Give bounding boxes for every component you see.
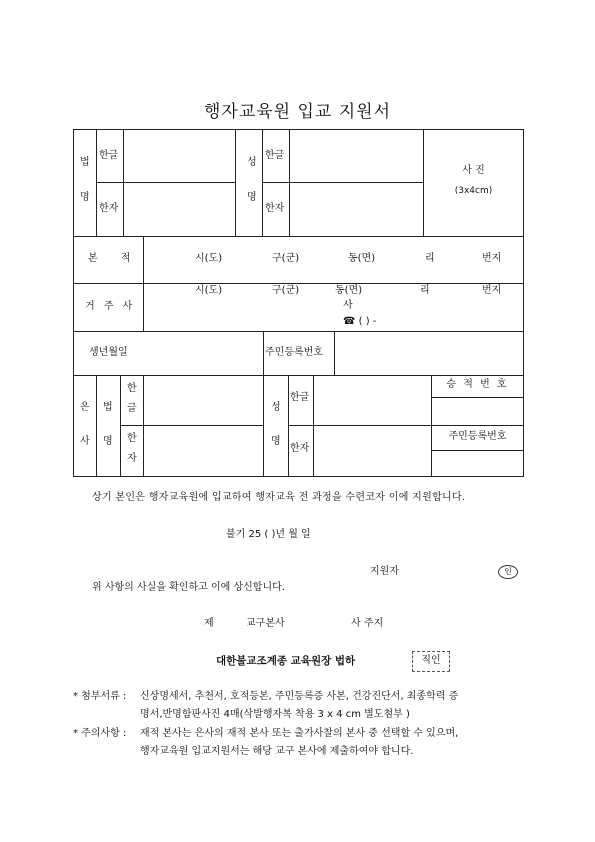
eunsa-myeong-label: 명 <box>271 436 281 447</box>
seong-label-2: 명 <box>247 192 257 203</box>
attachments-label: * 첨부서류 : <box>73 691 127 702</box>
residence-si: 시(도) <box>195 285 223 296</box>
form-title: 행자교육원 입교 지원서 <box>203 102 392 122</box>
han-label-2: 한 <box>127 433 137 444</box>
statement: 상기 본인은 행자교육원에 입교하여 행자교육 전 과정을 수련코자 이에 지원합니다. <box>92 492 466 503</box>
eunsa-hanja-label: 한자 <box>290 443 310 454</box>
cautions-label: * 주의사항 : <box>73 728 127 739</box>
cautions-line-2: 행자교육원 입교지원서는 해당 교구 본사에 제출하여야 합니다. <box>140 746 414 757</box>
official-seal: 직인 <box>412 651 450 672</box>
resident-no-label-2: 주민등록번호 <box>448 431 507 442</box>
seungjeok-label: 승 적 번 호 <box>446 379 509 390</box>
eunsa-label-1: 은 <box>80 402 90 413</box>
bonjeok-ri: 리 <box>425 253 435 264</box>
han-label-1: 한 <box>127 383 137 394</box>
name-hanja-label: 한자 <box>265 203 285 214</box>
addressee: 대한불교조계종 교육원장 법하 <box>216 655 356 667</box>
residence-ri: 리 <box>420 285 430 296</box>
date-line: 불기 25 ( )년 월 일 <box>226 529 311 540</box>
eunsa-label-2: 사 <box>80 436 90 447</box>
eunsa-seong-label: 성 <box>271 402 281 413</box>
seong-label-1: 성 <box>247 157 257 168</box>
eunsa-hangul-label: 한글 <box>290 392 310 403</box>
beopmyeong-label-1: 법 <box>80 157 90 168</box>
cautions-line-1: 재적 본사는 은사의 재적 본사 또는 출가사찰의 본사 중 선택할 수 있으며, <box>140 728 459 739</box>
hanja-label: 한자 <box>99 203 119 214</box>
photo-size: (3x4cm) <box>454 186 493 196</box>
geul-label: 글 <box>127 403 137 414</box>
residence-sa: 사 <box>343 300 353 311</box>
residence-beonji: 번지 <box>482 285 502 296</box>
residence-gu: 구(군) <box>272 285 300 296</box>
myeong-label: 명 <box>103 436 113 447</box>
ja-label: 자 <box>127 453 137 464</box>
residence-dong: 동(면) <box>335 285 363 296</box>
confirm-text: 위 사항의 사실을 확인하고 이에 상신합니다. <box>92 582 285 593</box>
name-hangul-label: 한글 <box>265 150 285 161</box>
beopmyeong-label-2: 명 <box>80 192 90 203</box>
applicant-label: 지원자 <box>370 566 399 577</box>
attachments-line-2: 명서,반명함판사진 4매(삭발행자복 착용 3 x 4 cm 별도첨부 ) <box>140 709 410 720</box>
applicant-seal-mark: 인 <box>498 565 518 579</box>
bonjeok-dong: 동(면) <box>348 253 376 264</box>
beop-label: 법 <box>103 402 113 413</box>
phone-line: ☎ ( ) - <box>343 316 377 327</box>
hangul-label: 한글 <box>99 150 119 161</box>
je-label: 제 <box>204 618 214 629</box>
geojusa-label: 거 주 사 <box>85 301 136 312</box>
birthdate-label: 생년월일 <box>89 347 128 358</box>
resident-no-label: 주민등록번호 <box>265 347 323 358</box>
bonjeok-gu: 구(군) <box>272 253 300 264</box>
attachments-line-1: 신상명세서, 추천서, 호적등본, 주민등록증 사본, 건강진단서, 최종학력 증 <box>140 691 459 702</box>
abbot-label: 사 주지 <box>351 618 384 629</box>
bonjeok-si: 시(도) <box>195 253 223 264</box>
bonjeok-label: 본 적 <box>88 253 141 264</box>
district-office: 교구본사 <box>246 618 285 629</box>
bonjeok-beonji: 번지 <box>482 253 502 264</box>
photo-label: 사 진 <box>462 165 485 176</box>
